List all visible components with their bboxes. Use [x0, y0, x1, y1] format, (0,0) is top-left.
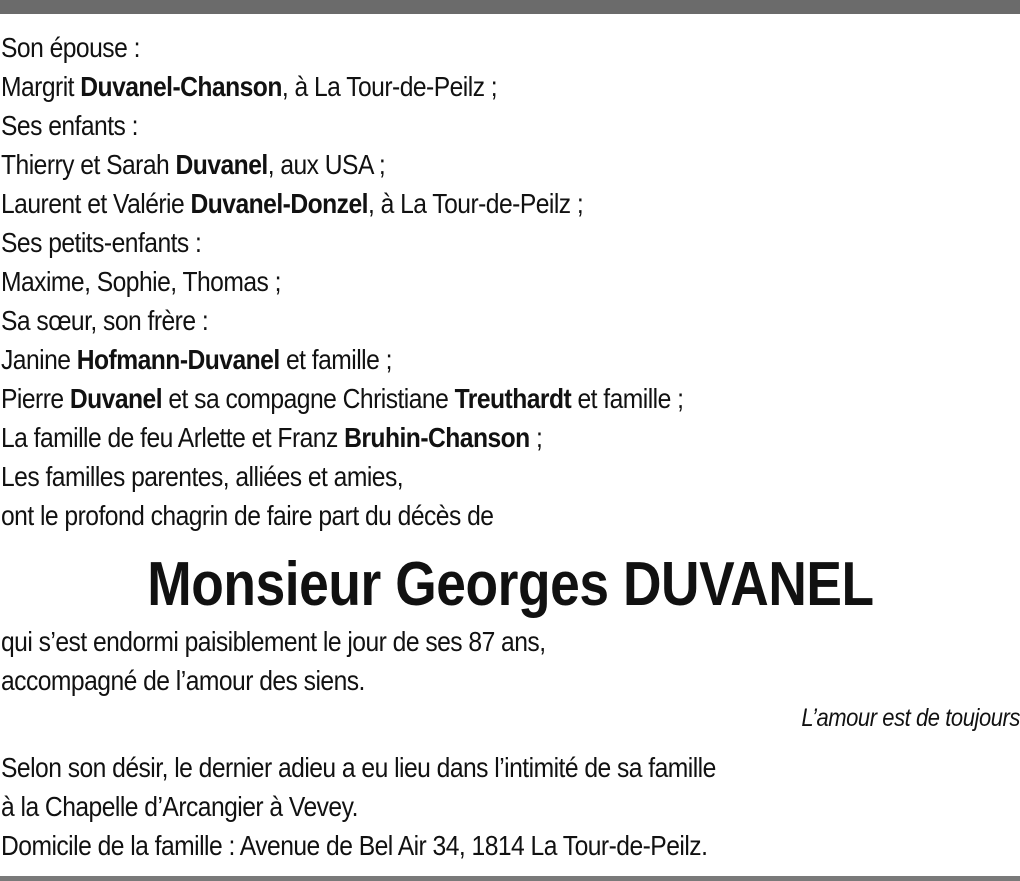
- text-line-spouse-heading: [1, 28, 898, 67]
- family-name: Hofmann-Duvanel: [76, 344, 280, 375]
- motto-quote: L’amour est de toujours: [801, 704, 1020, 732]
- bottom-rule: [0, 876, 1020, 881]
- text-line-passing-1: qui s’est endormi paisiblement le jour de ses 87 ans,: [1, 626, 546, 657]
- text-segment: Sa sœur, son frère :: [1, 305, 209, 336]
- text-line-bruhin: [1, 418, 898, 457]
- text-segment: , aux USA ;: [267, 149, 386, 180]
- text-segment: , à La Tour-de-Peilz ;: [281, 71, 498, 102]
- text-line-child-2: [1, 184, 898, 223]
- family-name: Duvanel-Donzel: [190, 188, 368, 219]
- text-line-ceremony-1: Selon son désir, le dernier adieu a eu lieu dans l’intimité de sa famille: [1, 752, 716, 783]
- text-segment: Thierry et Sarah: [1, 149, 176, 180]
- text-segment: et famille ;: [571, 383, 684, 414]
- text-segment: et sa compagne Christiane: [162, 383, 455, 414]
- text-line-siblings-heading: [1, 301, 898, 340]
- family-name: Treuthardt: [454, 383, 572, 414]
- text-segment: Laurent et Valérie: [1, 188, 191, 219]
- text-segment: , à La Tour-de-Peilz ;: [367, 188, 584, 219]
- passing-details: [1, 622, 1020, 700]
- text-line-spouse: [1, 67, 898, 106]
- funeral-details: [1, 748, 1020, 865]
- text-line-passing-2: accompagné de l’amour des siens.: [1, 665, 365, 696]
- text-segment: Maxime, Sophie, Thomas ;: [1, 266, 281, 297]
- text-segment: Ses enfants :: [1, 110, 138, 141]
- family-name: Duvanel: [69, 383, 163, 414]
- deceased-name-heading: Monsieur Georges DUVANEL: [147, 550, 874, 619]
- text-line-relatives: Les familles parentes, alliées et amies,: [1, 461, 404, 492]
- death-notice: [1, 28, 1020, 865]
- text-segment: Margrit: [1, 71, 81, 102]
- text-line-announcement: ont le profond chagrin de faire part du décès de: [1, 500, 494, 531]
- text-line-sister: [1, 340, 898, 379]
- text-line-child-1: [1, 145, 898, 184]
- text-segment: et famille ;: [279, 344, 392, 375]
- text-line-address: Domicile de la famille : Avenue de Bel Air 34, 1814 La Tour-de-Peilz.: [1, 830, 708, 861]
- text-segment: La famille de feu Arlette et Franz: [1, 422, 345, 453]
- top-rule: [0, 0, 1020, 14]
- text-segment: Pierre: [1, 383, 70, 414]
- text-segment: Son épouse :: [1, 32, 140, 63]
- text-line-children-heading: [1, 106, 898, 145]
- family-name: Duvanel: [175, 149, 268, 180]
- text-segment: Janine: [1, 344, 77, 375]
- family-name: Bruhin-Chanson: [344, 422, 530, 453]
- text-line-ceremony-2: à la Chapelle d’Arcangier à Vevey.: [1, 791, 358, 822]
- text-segment: Ses petits-enfants :: [1, 227, 202, 258]
- text-line-brother: [1, 379, 898, 418]
- text-line-grandchildren-heading: [1, 223, 898, 262]
- family-name: Duvanel-Chanson: [80, 71, 282, 102]
- text-line-grandchildren: [1, 262, 898, 301]
- text-segment: ;: [529, 422, 543, 453]
